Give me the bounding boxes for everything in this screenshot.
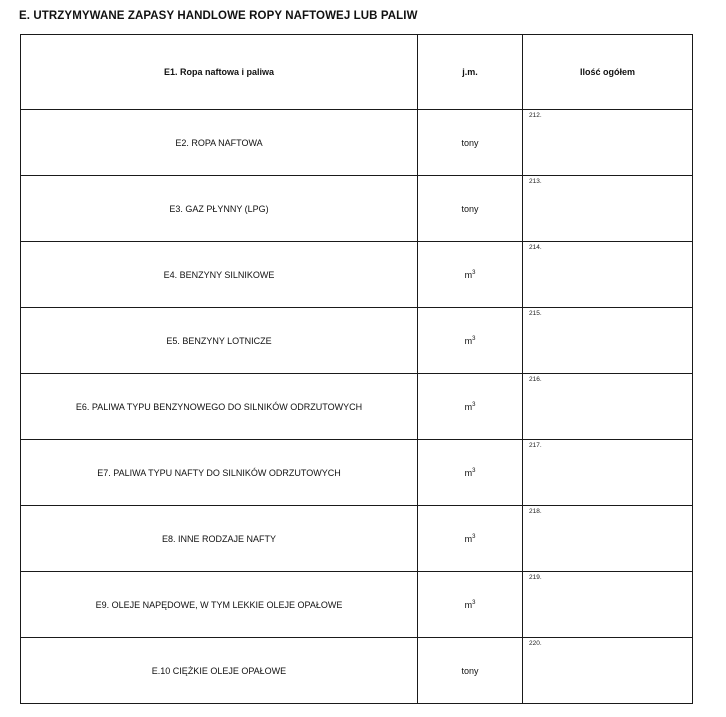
total-quantity-input-cell[interactable]	[523, 638, 693, 704]
unit-text: m	[464, 335, 473, 346]
row-label: E8. INNE RODZAJE NAFTY	[21, 506, 418, 572]
row-unit	[418, 110, 523, 176]
cell-number: 217.	[529, 442, 542, 449]
unit-text: m	[464, 269, 473, 280]
total-quantity-input-cell[interactable]	[523, 440, 693, 506]
total-quantity-input-cell[interactable]	[523, 374, 693, 440]
row-unit	[418, 638, 523, 704]
table-row	[21, 638, 693, 704]
cell-number: 213.	[529, 178, 542, 185]
unit-superscript: 3	[472, 467, 476, 474]
table-row	[21, 242, 693, 308]
unit-superscript: 3	[472, 335, 476, 342]
row-unit	[418, 242, 523, 308]
row-unit	[418, 572, 523, 638]
unit-text: tony	[461, 137, 479, 148]
cell-number: 214.	[529, 244, 542, 251]
unit-text: m	[464, 467, 473, 478]
stocks-table	[20, 34, 693, 704]
cell-number: 220.	[529, 640, 542, 647]
row-label: E9. OLEJE NAPĘDOWE, W TYM LEKKIE OLEJE OPAŁOWE	[21, 572, 418, 638]
section-title: E. UTRZYMYWANE ZAPASY HANDLOWE ROPY NAFTOWEJ LUB PALIW	[19, 10, 418, 22]
row-unit	[418, 176, 523, 242]
row-label: E4. BENZYNY SILNIKOWE	[21, 242, 418, 308]
row-unit	[418, 374, 523, 440]
unit-text: tony	[461, 203, 479, 214]
row-label: E7. PALIWA TYPU NAFTY DO SILNIKÓW ODRZUTOWYCH	[21, 440, 418, 506]
row-label: E.10 CIĘŻKIE OLEJE OPAŁOWE	[21, 638, 418, 704]
row-label: E5. BENZYNY LOTNICZE	[21, 308, 418, 374]
cell-number: 218.	[529, 508, 542, 515]
unit-superscript: 3	[472, 269, 476, 276]
row-label: E6. PALIWA TYPU BENZYNOWEGO DO SILNIKÓW ODRZUTOWYCH	[21, 374, 418, 440]
total-quantity-input-cell[interactable]	[523, 242, 693, 308]
table-row	[21, 506, 693, 572]
row-unit	[418, 440, 523, 506]
unit-superscript: 3	[472, 599, 476, 606]
row-label: E3. GAZ PŁYNNY (LPG)	[21, 176, 418, 242]
unit-text: m	[464, 401, 473, 412]
table-header-row	[21, 35, 693, 110]
unit-text: m	[464, 599, 473, 610]
cell-number: 216.	[529, 376, 542, 383]
unit-superscript: 3	[472, 401, 476, 408]
row-label: E2. ROPA NAFTOWA	[21, 110, 418, 176]
table-row	[21, 110, 693, 176]
total-quantity-input-cell[interactable]	[523, 176, 693, 242]
unit-superscript: 3	[472, 533, 476, 540]
table-row	[21, 176, 693, 242]
table-row	[21, 374, 693, 440]
table-row	[21, 440, 693, 506]
cell-number: 219.	[529, 574, 542, 581]
cell-number: 212.	[529, 112, 542, 119]
header-total-quantity: Ilość ogółem	[523, 35, 693, 110]
row-unit	[418, 308, 523, 374]
total-quantity-input-cell[interactable]	[523, 110, 693, 176]
row-unit	[418, 506, 523, 572]
unit-text: tony	[461, 665, 479, 676]
unit-text: m	[464, 533, 473, 544]
header-unit: j.m.	[418, 35, 523, 110]
total-quantity-input-cell[interactable]	[523, 308, 693, 374]
cell-number: 215.	[529, 310, 542, 317]
total-quantity-input-cell[interactable]	[523, 572, 693, 638]
header-product: E1. Ropa naftowa i paliwa	[21, 35, 418, 110]
table-row	[21, 572, 693, 638]
total-quantity-input-cell[interactable]	[523, 506, 693, 572]
table-row	[21, 308, 693, 374]
